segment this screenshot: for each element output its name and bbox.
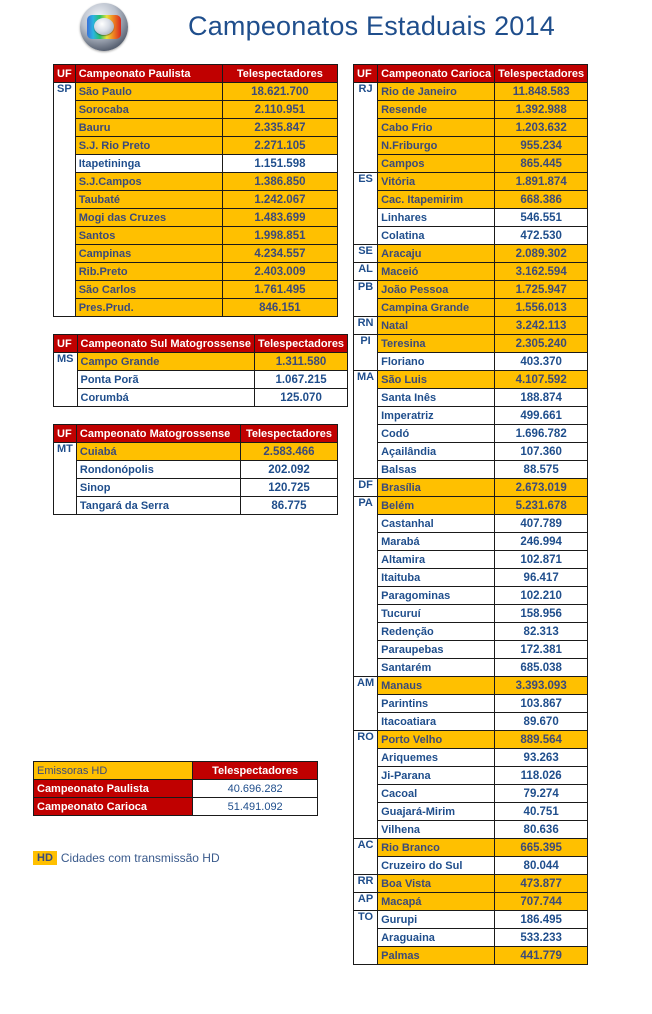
- table-row: [354, 929, 588, 947]
- viewer-count: 955.234: [495, 137, 588, 155]
- viewer-count: 685.038: [495, 659, 588, 677]
- globo-logo-icon: [80, 3, 128, 51]
- table-row: [54, 461, 338, 479]
- viewer-count: 18.621.700: [222, 83, 337, 101]
- viewer-count: 2.583.466: [241, 443, 338, 461]
- table-row: [54, 299, 338, 317]
- state-code: AM: [354, 677, 378, 731]
- viewer-count: 846.151: [222, 299, 337, 317]
- table-row: [354, 407, 588, 425]
- table-row: [354, 605, 588, 623]
- table-row: [354, 731, 588, 749]
- table-row: [354, 461, 588, 479]
- viewer-count: 102.871: [495, 551, 588, 569]
- city-name: Floriano: [378, 353, 495, 371]
- table-row: [354, 371, 588, 389]
- city-name: Boa Vista: [378, 875, 495, 893]
- table-row: [354, 443, 588, 461]
- city-name: Campos: [378, 155, 495, 173]
- city-name: Cabo Frio: [378, 119, 495, 137]
- viewer-count: 118.026: [495, 767, 588, 785]
- table-row: [354, 317, 588, 335]
- city-name: Vitória: [378, 173, 495, 191]
- viewer-count: 93.263: [495, 749, 588, 767]
- hd-swatch: HD: [33, 851, 57, 865]
- table-row: [354, 425, 588, 443]
- viewer-count: 668.386: [495, 191, 588, 209]
- state-code: MA: [354, 371, 378, 479]
- city-name: Campina Grande: [378, 299, 495, 317]
- viewer-count: 89.670: [495, 713, 588, 731]
- table-row: [354, 155, 588, 173]
- hd-row-label: Campeonato Carioca: [34, 798, 193, 816]
- viewer-count: 246.994: [495, 533, 588, 551]
- table-row: [354, 119, 588, 137]
- viewer-count: 2.403.009: [222, 263, 337, 281]
- table-row: [354, 281, 588, 299]
- state-code: PA: [354, 497, 378, 677]
- table-row: [354, 821, 588, 839]
- table-row: [354, 893, 588, 911]
- table-row: [354, 299, 588, 317]
- table-row: [54, 263, 338, 281]
- viewer-count: 102.210: [495, 587, 588, 605]
- city-name: Castanhal: [378, 515, 495, 533]
- table-row: [354, 83, 588, 101]
- table-campeonato-sul-matogrossense: [53, 334, 348, 407]
- table-row: [54, 497, 338, 515]
- viewer-count: 202.092: [241, 461, 338, 479]
- state-code: RO: [354, 731, 378, 839]
- viewer-count: 499.661: [495, 407, 588, 425]
- city-name: Ji-Parana: [378, 767, 495, 785]
- city-name: Itaituba: [378, 569, 495, 587]
- city-name: Codó: [378, 425, 495, 443]
- table-campeonato-matogrossense: [53, 424, 338, 515]
- city-name: N.Friburgo: [378, 137, 495, 155]
- state-code: RN: [354, 317, 378, 335]
- city-name: Araguaina: [378, 929, 495, 947]
- city-name: Redenção: [378, 623, 495, 641]
- table-row: [354, 497, 588, 515]
- viewer-count: 40.751: [495, 803, 588, 821]
- city-name: Vilhena: [378, 821, 495, 839]
- table-row: [54, 83, 338, 101]
- viewer-count: 1.203.632: [495, 119, 588, 137]
- table-row: [34, 798, 318, 816]
- table-row: [54, 191, 338, 209]
- city-name: Corumbá: [77, 389, 255, 407]
- city-name: Cac. Itapemirim: [378, 191, 495, 209]
- table-header-row: [54, 425, 338, 443]
- column-header-campeonato: Campeonato Matogrossense: [76, 425, 240, 443]
- viewer-count: 5.231.678: [495, 497, 588, 515]
- state-code: SE: [354, 245, 378, 263]
- city-name: Campo Grande: [77, 353, 255, 371]
- column-header-campeonato: Campeonato Carioca: [378, 65, 495, 83]
- viewer-count: 186.495: [495, 911, 588, 929]
- viewer-count: 3.162.594: [495, 263, 588, 281]
- viewer-count: 865.445: [495, 155, 588, 173]
- state-code: TO: [354, 911, 378, 965]
- viewer-count: 2.305.240: [495, 335, 588, 353]
- city-name: Tucuruí: [378, 605, 495, 623]
- column-header-campeonato: Campeonato Sul Matogrossense: [77, 335, 255, 353]
- table-row: [354, 551, 588, 569]
- column-header-uf: UF: [354, 65, 378, 83]
- column-header-uf: UF: [54, 425, 77, 443]
- city-name: Rib.Preto: [75, 263, 222, 281]
- state-code: RR: [354, 875, 378, 893]
- viewer-count: 11.848.583: [495, 83, 588, 101]
- viewer-count: 80.044: [495, 857, 588, 875]
- city-name: Balsas: [378, 461, 495, 479]
- state-code: RJ: [354, 83, 378, 173]
- table-row: [54, 353, 348, 371]
- hd-row-value: 51.491.092: [193, 798, 318, 816]
- city-name: Parintins: [378, 695, 495, 713]
- table-row: [354, 767, 588, 785]
- city-name: Pres.Prud.: [75, 299, 222, 317]
- table-row: [354, 695, 588, 713]
- city-name: Brasília: [378, 479, 495, 497]
- table-row: [354, 263, 588, 281]
- hd-header-row: [34, 762, 318, 780]
- table-row: [354, 749, 588, 767]
- city-name: Cacoal: [378, 785, 495, 803]
- viewer-count: 3.242.113: [495, 317, 588, 335]
- page-title: Campeonatos Estaduais 2014: [188, 11, 555, 41]
- viewer-count: 1.891.874: [495, 173, 588, 191]
- viewer-count: 88.575: [495, 461, 588, 479]
- table-row: [354, 713, 588, 731]
- city-name: Palmas: [378, 947, 495, 965]
- viewer-count: 403.370: [495, 353, 588, 371]
- table-row: [354, 353, 588, 371]
- city-name: Ariquemes: [378, 749, 495, 767]
- city-name: Belém: [378, 497, 495, 515]
- city-name: Campinas: [75, 245, 222, 263]
- city-name: Linhares: [378, 209, 495, 227]
- viewer-count: 125.070: [255, 389, 348, 407]
- viewer-count: 107.360: [495, 443, 588, 461]
- viewer-count: 889.564: [495, 731, 588, 749]
- column-header-uf: UF: [54, 335, 78, 353]
- viewer-count: 533.233: [495, 929, 588, 947]
- table-row: [354, 569, 588, 587]
- city-name: Itacoatiara: [378, 713, 495, 731]
- viewer-count: 472.530: [495, 227, 588, 245]
- table-row: [54, 209, 338, 227]
- viewer-count: 1.696.782: [495, 425, 588, 443]
- city-name: São Paulo: [75, 83, 222, 101]
- table-row: [354, 641, 588, 659]
- viewer-count: 707.744: [495, 893, 588, 911]
- table-header-row: [54, 65, 338, 83]
- viewer-count: 96.417: [495, 569, 588, 587]
- city-name: São Luis: [378, 371, 495, 389]
- city-name: Porto Velho: [378, 731, 495, 749]
- city-name: Altamira: [378, 551, 495, 569]
- hd-row-value: 40.696.282: [193, 780, 318, 798]
- table-row: [354, 785, 588, 803]
- viewer-count: 665.395: [495, 839, 588, 857]
- viewer-count: 1.725.947: [495, 281, 588, 299]
- table-emissoras-hd: [33, 761, 318, 816]
- state-code: PB: [354, 281, 378, 317]
- table-row: [354, 245, 588, 263]
- viewer-count: 2.335.847: [222, 119, 337, 137]
- table-row: [54, 281, 338, 299]
- state-code: AL: [354, 263, 378, 281]
- state-code: AP: [354, 893, 378, 911]
- table-row: [54, 119, 338, 137]
- table-row: [354, 335, 588, 353]
- table-row: [354, 677, 588, 695]
- viewer-count: 80.636: [495, 821, 588, 839]
- state-code: SP: [54, 83, 76, 317]
- viewer-count: 1.067.215: [255, 371, 348, 389]
- city-name: Sorocaba: [75, 101, 222, 119]
- table-row: [54, 479, 338, 497]
- column-header-telespectadores: Telespectadores: [255, 335, 348, 353]
- table-row: [54, 389, 348, 407]
- city-name: S.J. Rio Preto: [75, 137, 222, 155]
- city-name: Cuiabá: [76, 443, 240, 461]
- table-row: [354, 623, 588, 641]
- hd-title: Emissoras HD: [34, 762, 193, 780]
- viewer-count: 1.556.013: [495, 299, 588, 317]
- table-row: [354, 803, 588, 821]
- column-header-telespectadores: Telespectadores: [222, 65, 337, 83]
- column-header-telespectadores: Telespectadores: [495, 65, 588, 83]
- column-header-telespectadores: Telespectadores: [241, 425, 338, 443]
- viewer-count: 1.151.598: [222, 155, 337, 173]
- city-name: Bauru: [75, 119, 222, 137]
- city-name: Paraupebas: [378, 641, 495, 659]
- table-header-row: [354, 65, 588, 83]
- table-row: [54, 155, 338, 173]
- viewer-count: 1.392.988: [495, 101, 588, 119]
- table-row: [354, 857, 588, 875]
- city-name: Natal: [378, 317, 495, 335]
- city-name: Rio de Janeiro: [378, 83, 495, 101]
- table-row: [354, 839, 588, 857]
- viewer-count: 1.242.067: [222, 191, 337, 209]
- viewer-count: 103.867: [495, 695, 588, 713]
- table-row: [354, 533, 588, 551]
- city-name: Manaus: [378, 677, 495, 695]
- viewer-count: 1.311.580: [255, 353, 348, 371]
- table-row: [354, 947, 588, 965]
- table-row: [354, 191, 588, 209]
- city-name: Aracaju: [378, 245, 495, 263]
- viewer-count: 441.779: [495, 947, 588, 965]
- table-row: [54, 101, 338, 119]
- table-row: [354, 389, 588, 407]
- table-row: [54, 443, 338, 461]
- viewer-count: 1.761.495: [222, 281, 337, 299]
- viewer-count: 120.725: [241, 479, 338, 497]
- viewer-count: 4.234.557: [222, 245, 337, 263]
- column-header-uf: UF: [54, 65, 76, 83]
- city-name: Sinop: [76, 479, 240, 497]
- legend-text: Cidades com transmissão HD: [60, 851, 220, 865]
- city-name: São Carlos: [75, 281, 222, 299]
- table-row: [354, 137, 588, 155]
- table-row: [354, 479, 588, 497]
- state-code: PI: [354, 335, 378, 371]
- viewer-count: 1.998.851: [222, 227, 337, 245]
- viewer-count: 158.956: [495, 605, 588, 623]
- state-code: MS: [54, 353, 78, 407]
- viewer-count: 3.393.093: [495, 677, 588, 695]
- city-name: Macapá: [378, 893, 495, 911]
- table-row: [354, 587, 588, 605]
- table-row: [354, 875, 588, 893]
- city-name: Açailândia: [378, 443, 495, 461]
- city-name: Guajará-Mirim: [378, 803, 495, 821]
- viewer-count: 546.551: [495, 209, 588, 227]
- city-name: Ponta Porã: [77, 371, 255, 389]
- table-row: [354, 209, 588, 227]
- table-row: [54, 245, 338, 263]
- table-campeonato-carioca: [353, 64, 588, 965]
- table-row: [354, 911, 588, 929]
- city-name: Maceió: [378, 263, 495, 281]
- viewer-count: 4.107.592: [495, 371, 588, 389]
- city-name: Santos: [75, 227, 222, 245]
- hd-legend: [33, 851, 220, 865]
- table-row: [354, 101, 588, 119]
- table-row: [54, 371, 348, 389]
- table-header-row: [54, 335, 348, 353]
- city-name: Mogi das Cruzes: [75, 209, 222, 227]
- city-name: João Pessoa: [378, 281, 495, 299]
- city-name: Marabá: [378, 533, 495, 551]
- viewer-count: 2.089.302: [495, 245, 588, 263]
- table-row: [354, 227, 588, 245]
- hd-column-header: Telespectadores: [193, 762, 318, 780]
- column-header-campeonato: Campeonato Paulista: [75, 65, 222, 83]
- table-row: [54, 227, 338, 245]
- viewer-count: 86.775: [241, 497, 338, 515]
- viewer-count: 407.789: [495, 515, 588, 533]
- viewer-count: 2.110.951: [222, 101, 337, 119]
- state-code: AC: [354, 839, 378, 875]
- city-name: Rio Branco: [378, 839, 495, 857]
- city-name: Imperatriz: [378, 407, 495, 425]
- table-row: [354, 515, 588, 533]
- table-row: [54, 173, 338, 191]
- city-name: Gurupi: [378, 911, 495, 929]
- table-campeonato-paulista: [53, 64, 338, 317]
- viewer-count: 1.483.699: [222, 209, 337, 227]
- table-row: [54, 137, 338, 155]
- viewer-count: 1.386.850: [222, 173, 337, 191]
- viewer-count: 2.673.019: [495, 479, 588, 497]
- viewer-count: 2.271.105: [222, 137, 337, 155]
- state-code: ES: [354, 173, 378, 245]
- city-name: Paragominas: [378, 587, 495, 605]
- viewer-count: 188.874: [495, 389, 588, 407]
- viewer-count: 82.313: [495, 623, 588, 641]
- viewer-count: 473.877: [495, 875, 588, 893]
- city-name: Tangará da Serra: [76, 497, 240, 515]
- hd-row-label: Campeonato Paulista: [34, 780, 193, 798]
- table-row: [34, 780, 318, 798]
- city-name: Resende: [378, 101, 495, 119]
- viewer-count: 172.381: [495, 641, 588, 659]
- city-name: Santarém: [378, 659, 495, 677]
- city-name: Santa Inês: [378, 389, 495, 407]
- city-name: Cruzeiro do Sul: [378, 857, 495, 875]
- city-name: S.J.Campos: [75, 173, 222, 191]
- city-name: Taubaté: [75, 191, 222, 209]
- city-name: Itapetininga: [75, 155, 222, 173]
- viewer-count: 79.274: [495, 785, 588, 803]
- logo-globe: [94, 18, 114, 35]
- city-name: Rondonópolis: [76, 461, 240, 479]
- city-name: Teresina: [378, 335, 495, 353]
- city-name: Colatina: [378, 227, 495, 245]
- state-code: MT: [54, 443, 77, 515]
- state-code: DF: [354, 479, 378, 497]
- table-row: [354, 659, 588, 677]
- table-row: [354, 173, 588, 191]
